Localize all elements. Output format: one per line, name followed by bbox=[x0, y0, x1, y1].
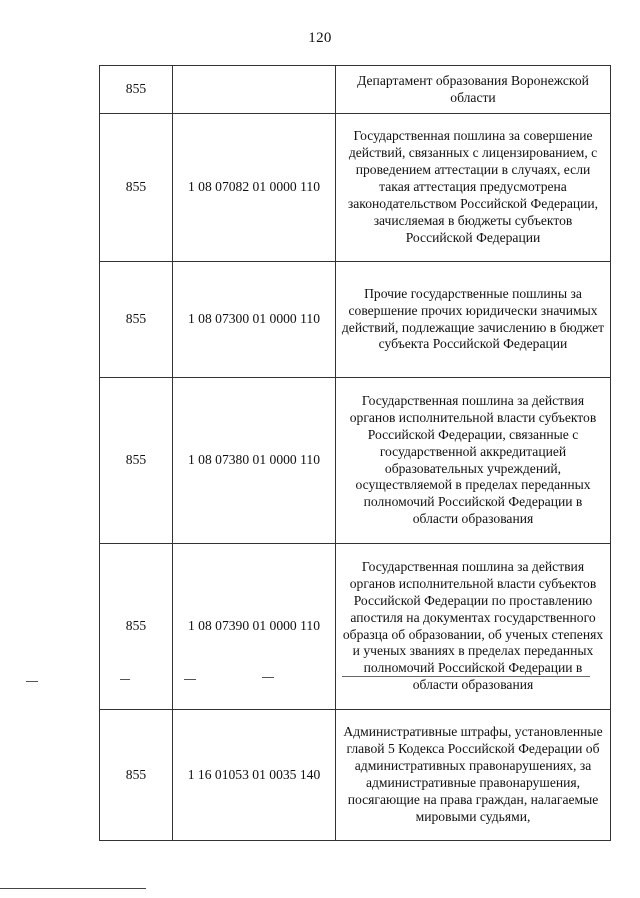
description-cell: Прочие государственные пошлины за совершение прочих юридически значимых действий, подлежащие зачислению в бюджет субъекта Российской Федерации bbox=[336, 262, 611, 378]
table-row bbox=[100, 66, 611, 114]
admin-code-cell: 855 bbox=[100, 378, 173, 544]
scan-artifact-line bbox=[262, 677, 274, 678]
table-row bbox=[100, 262, 611, 378]
budget-code-cell: 1 16 01053 01 0035 140 bbox=[173, 710, 336, 841]
budget-code-cell: 1 08 07300 01 0000 110 bbox=[173, 262, 336, 378]
admin-code-cell: 855 bbox=[100, 114, 173, 262]
table-row bbox=[100, 544, 611, 710]
table-row bbox=[100, 114, 611, 262]
page-number: 120 bbox=[308, 30, 332, 46]
admin-code-cell: 855 bbox=[100, 66, 173, 114]
scan-artifact-line bbox=[184, 679, 196, 680]
budget-code-cell bbox=[173, 66, 336, 114]
budget-code-cell: 1 08 07390 01 0000 110 bbox=[173, 544, 336, 710]
scan-artifact-line bbox=[120, 679, 130, 680]
scan-artifact-line bbox=[26, 681, 38, 682]
admin-code-cell: 855 bbox=[100, 544, 173, 710]
description-cell: Государственная пошлина за совершение действий, связанных с лицензированием, с проведением аттестации в случаях, если такая аттестация предусмотрена законодательством Российской Федерации, зачисляемая в бюджеты субъектов Российской Федерации bbox=[336, 114, 611, 262]
budget-classification-table bbox=[99, 65, 611, 841]
budget-code-cell: 1 08 07082 01 0000 110 bbox=[173, 114, 336, 262]
admin-code-cell: 855 bbox=[100, 262, 173, 378]
description-cell: Государственная пошлина за действия органов исполнительной власти субъектов Российской Федерации по проставлению апостиля на документах государственного образца об образовании, об ученых степенях и ученых званиях в пределах переданных полномочий Российской Федерации в области образования bbox=[336, 544, 611, 710]
scan-artifact-line bbox=[342, 676, 590, 677]
footnote-separator bbox=[0, 888, 146, 889]
description-cell: Административные штрафы, установленные главой 5 Кодекса Российской Федерации об административных правонарушениях, за административные правонарушения, посягающие на права граждан, налагаемые мировыми судьями, bbox=[336, 710, 611, 841]
budget-code-cell: 1 08 07380 01 0000 110 bbox=[173, 378, 336, 544]
description-cell: Государственная пошлина за действия органов исполнительной власти субъектов Российской Федерации, связанные с государственной аккредитацией образовательных учреждений, осуществляемой в пределах переданных полномочий Российской Федерации в области образования bbox=[336, 378, 611, 544]
admin-code-cell: 855 bbox=[100, 710, 173, 841]
table-row bbox=[100, 710, 611, 841]
table-row bbox=[100, 378, 611, 544]
description-cell: Департамент образования Воронежской области bbox=[336, 66, 611, 114]
